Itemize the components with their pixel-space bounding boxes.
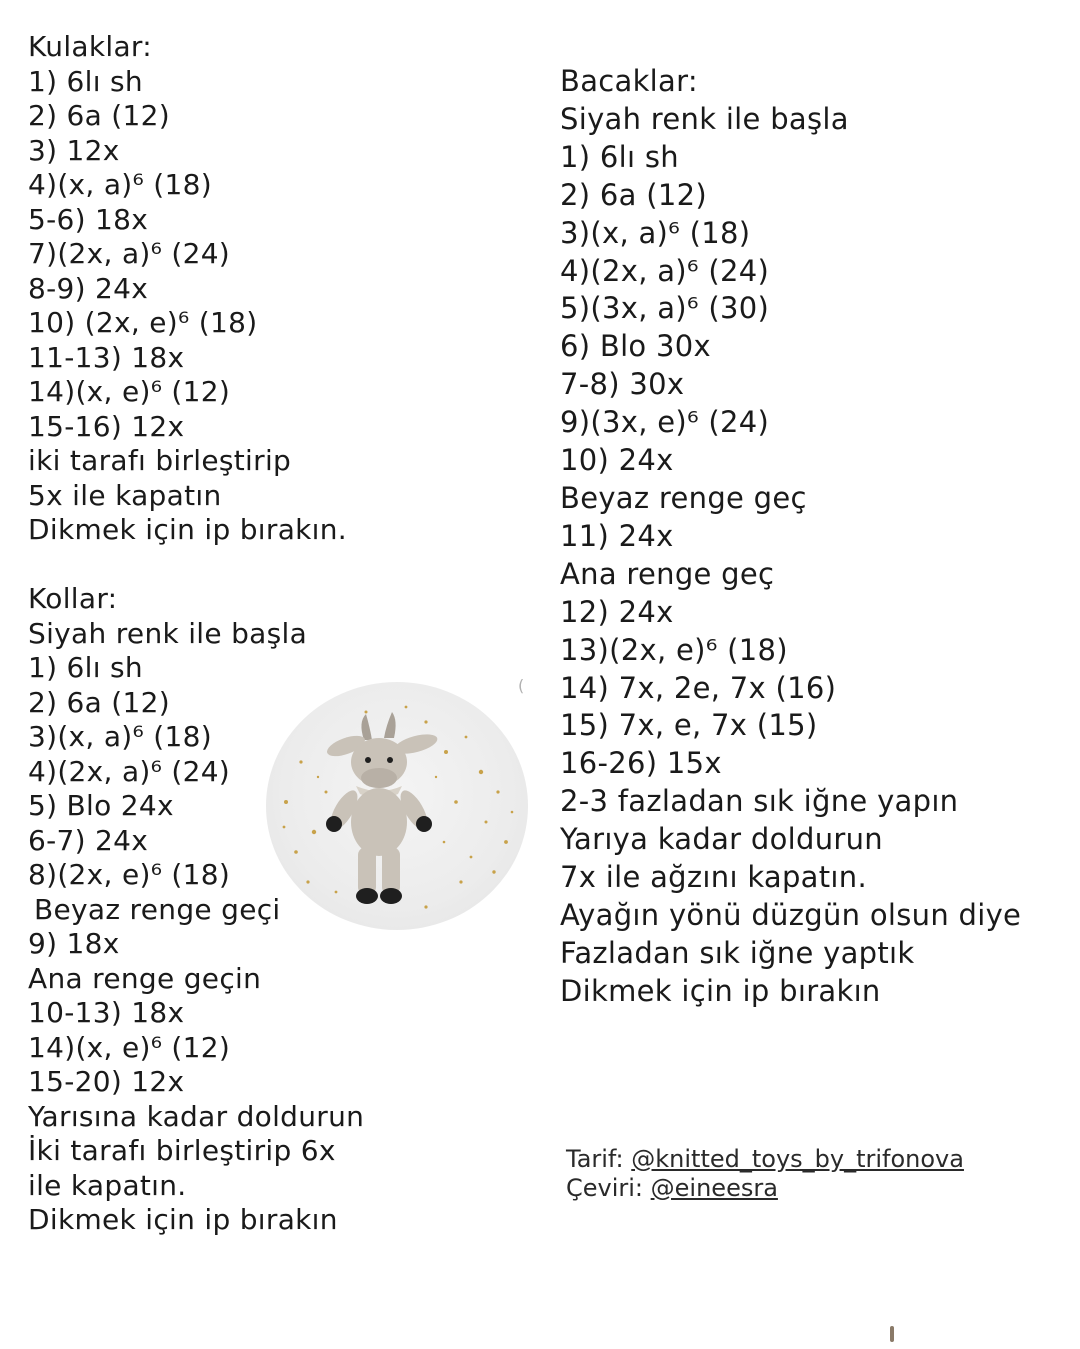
right-line-3: 1) 6lı sh bbox=[560, 139, 679, 174]
right-line-22: 7x ile ağzını kapatın. bbox=[560, 860, 867, 895]
translation-label: Çeviri: bbox=[566, 1174, 651, 1202]
right-column bbox=[560, 63, 1060, 1011]
left-line-3: 2) 6a (12) bbox=[28, 99, 170, 132]
translation-handle-link[interactable]: @eineesra bbox=[650, 1174, 778, 1202]
right-line-16: 13)(2x, e)⁶ (18) bbox=[560, 632, 788, 667]
right-line-7: 5)(3x, a)⁶ (30) bbox=[560, 291, 770, 326]
left-line-32: Yarısına kadar doldurun bbox=[28, 1099, 365, 1133]
right-line-9: 7-8) 30x bbox=[560, 367, 685, 402]
decorative-bracket-mark: ( bbox=[518, 676, 525, 695]
left-line-26: Beyaz renge geçi bbox=[34, 892, 281, 926]
right-line-4: 2) 6a (12) bbox=[560, 177, 707, 212]
left-line-33: İki tarafı birleştirip 6x bbox=[28, 1134, 336, 1167]
right-line-24: Fazladan sık iğne yaptık bbox=[560, 935, 915, 970]
right-line-20: 2-3 fazladan sık iğne yapın bbox=[560, 784, 959, 819]
translation-credit bbox=[566, 1174, 964, 1203]
left-line-5: 4)(x, a)⁶ (18) bbox=[28, 168, 212, 201]
left-line-12: 15-16) 12x bbox=[28, 409, 185, 443]
right-line-10: 9)(3x, e)⁶ (24) bbox=[560, 405, 770, 440]
left-line-21: 3)(x, a)⁶ (18) bbox=[28, 720, 212, 753]
left-line-24: 6-7) 24x bbox=[28, 823, 149, 857]
left-line-22: 4)(2x, a)⁶ (24) bbox=[28, 754, 231, 788]
left-line-1: Kulaklar: bbox=[28, 30, 152, 63]
left-line-14: 5x ile kapatın bbox=[28, 478, 222, 512]
left-line-10: 11-13) 18x bbox=[28, 340, 185, 374]
right-line-18: 15) 7x, e, 7x (15) bbox=[560, 708, 818, 743]
left-line-23: 5) Blo 24x bbox=[28, 789, 174, 822]
left-line-35: Dikmek için ip bırakın bbox=[28, 1203, 338, 1236]
left-line-19: 1) 6lı sh bbox=[28, 651, 143, 684]
right-line-12: Beyaz renge geç bbox=[560, 480, 807, 515]
right-line-6: 4)(2x, a)⁶ (24) bbox=[560, 253, 770, 288]
left-line-28: Ana renge geçin bbox=[28, 961, 262, 995]
left-line-25: 8)(2x, e)⁶ (18) bbox=[28, 858, 231, 891]
right-line-11: 10) 24x bbox=[560, 443, 674, 478]
right-line-21: Yarıya kadar doldurun bbox=[560, 822, 883, 857]
left-line-11: 14)(x, e)⁶ (12) bbox=[28, 375, 231, 408]
left-line-29: 10-13) 18x bbox=[28, 996, 185, 1029]
right-line-23: Ayağın yönü düzgün olsun diye bbox=[560, 897, 1022, 932]
left-line-16 bbox=[28, 548, 348, 583]
left-line-7: 7)(2x, a)⁶ (24) bbox=[28, 237, 231, 270]
decorative-tick-mark bbox=[890, 1326, 894, 1342]
left-line-18: Siyah renk ile başla bbox=[28, 616, 308, 650]
left-column bbox=[28, 30, 365, 1238]
left-line-34: ile kapatın. bbox=[28, 1168, 187, 1202]
left-line-6: 5-6) 18x bbox=[28, 202, 149, 236]
right-line-17: 14) 7x, 2e, 7x (16) bbox=[560, 670, 837, 705]
recipe-credit bbox=[566, 1145, 964, 1174]
right-line-2: Siyah renk ile başla bbox=[560, 101, 849, 136]
recipe-label: Tarif: bbox=[566, 1145, 632, 1173]
right-line-15: 12) 24x bbox=[560, 594, 674, 629]
left-line-27: 9) 18x bbox=[28, 927, 120, 960]
right-line-8: 6) Blo 30x bbox=[560, 329, 711, 364]
left-line-20: 2) 6a (12) bbox=[28, 685, 170, 719]
right-line-5: 3)(x, a)⁶ (18) bbox=[560, 215, 751, 250]
left-line-31: 15-20) 12x bbox=[28, 1065, 185, 1098]
left-line-17: Kollar: bbox=[28, 582, 118, 615]
left-line-4: 3) 12x bbox=[28, 133, 120, 167]
right-line-25: Dikmek için ip bırakın bbox=[560, 973, 881, 1008]
left-line-30: 14)(x, e)⁶ (12) bbox=[28, 1030, 231, 1064]
left-line-13: iki tarafı birleştirip bbox=[28, 444, 292, 477]
credits bbox=[566, 1145, 964, 1203]
right-line-13: 11) 24x bbox=[560, 518, 674, 553]
left-line-2: 1) 6lı sh bbox=[28, 64, 143, 98]
left-line-15: Dikmek için ip bırakın. bbox=[28, 513, 347, 546]
crochet-goat-toy-photo-icon bbox=[266, 682, 528, 930]
left-line-9: 10) (2x, e)⁶ (18) bbox=[28, 306, 258, 339]
left-line-8: 8-9) 24x bbox=[28, 271, 149, 305]
right-line-19: 16-26) 15x bbox=[560, 746, 722, 781]
right-line-1: Bacaklar: bbox=[560, 64, 698, 98]
right-line-14: Ana renge geç bbox=[560, 556, 775, 591]
crochet-goat-photo bbox=[266, 682, 528, 930]
recipe-handle-link[interactable]: @knitted_toys_by_trifonova bbox=[631, 1145, 964, 1173]
